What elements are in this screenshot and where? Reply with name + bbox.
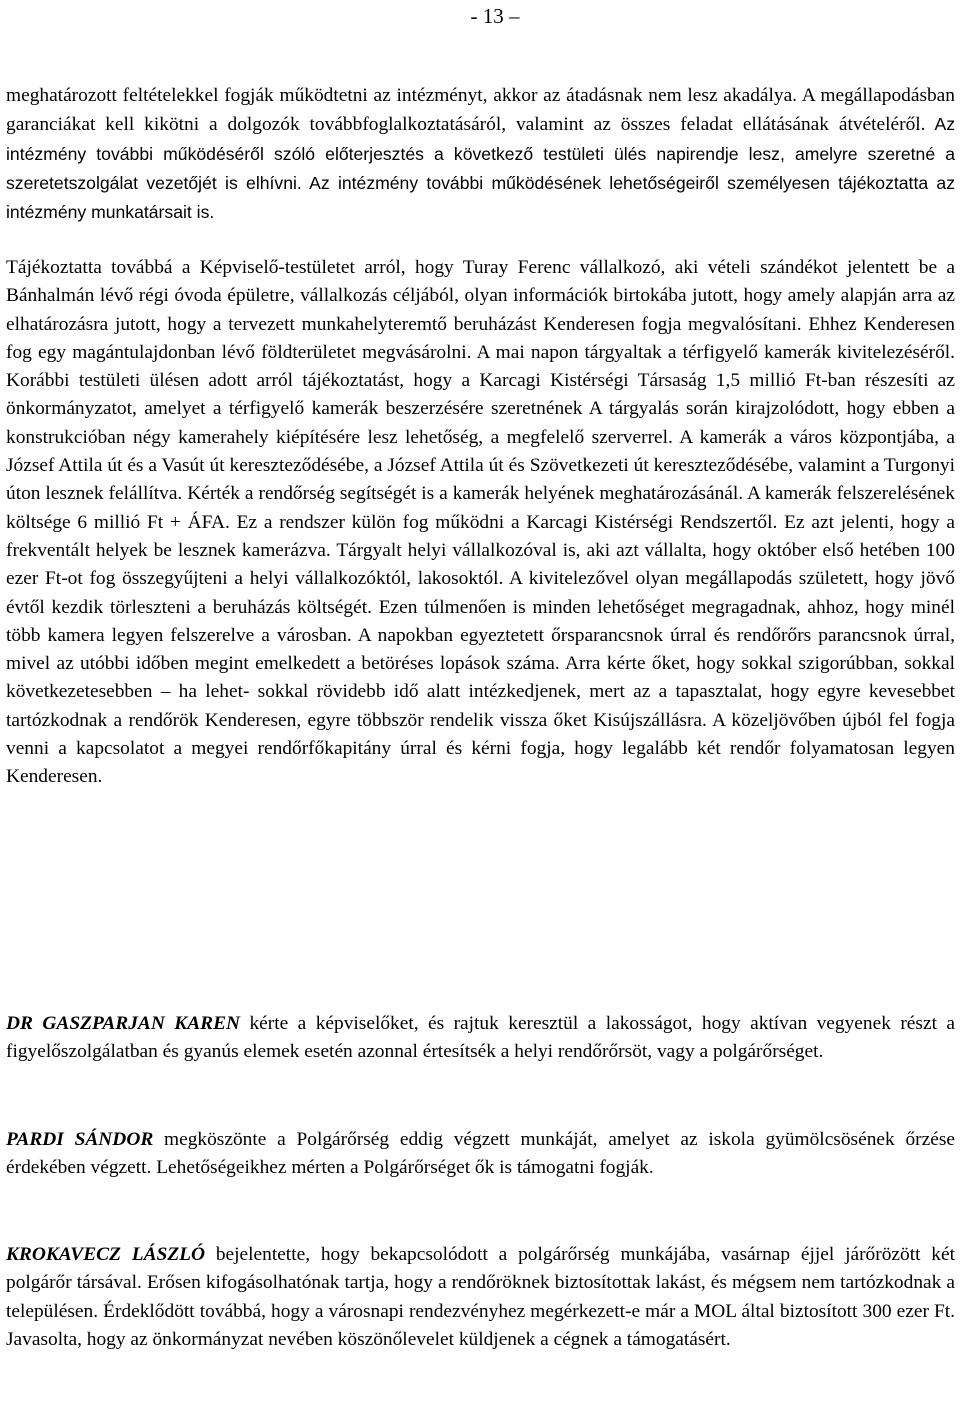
page-number: - 13 – [470, 4, 520, 28]
speaker-name: DR GASZPARJAN KAREN [6, 1013, 241, 1034]
paragraph-text: bejelentette, hogy bekapcsolódott a polgárőrség munkájába, vasárnap éjjel járőrözött két polgárőr társával. Erősen kifogásolhatónak tartja, hogy a rendőröknek biztosítottak lakást, és mégsem nem tartózkodnak a településen. Érdeklődött továbbá, hogy a városnapi rendezvényhez megérkezett-e már a MOL által biztosított 300 ezer Ft. Javasolta, hogy az önkormányzat nevében köszönőlevelet küldjenek a cégnek a támogatásért. [6, 1244, 955, 1350]
paragraph-intro [6, 82, 955, 227]
speaker-name: KROKAVECZ LÁSZLÓ [6, 1244, 206, 1265]
paragraph-intro-serif: meghatározott feltételekkel fogják működtetni az intézményt, akkor az átadásnak nem lesz akadálya. A megállapodásban garanciákat kell kikötni a dolgozók továbbfoglalkoztatásáról, valamint az összes feladat ellátásának átvételéről. [6, 85, 955, 136]
paragraph-krokavecz [6, 1241, 955, 1354]
paragraph-report: Tájékoztatta továbbá a Képviselő-testületet arról, hogy Turay Ferenc vállalkozó, aki vételi szándékot jelentett be a Bánhalmán lévő régi óvoda épületre, vállalkozás céljából, olyan információk birtokába jutott, hogy amely alapján arra az elhatározásra jutott, hogy a tervezett munkahelyteremtő beruházást Kenderesen fogja megvalósítani. Ehhez Kenderesen fog egy magántulajdonban lévő földterületet megvásárolni. A mai napon tárgyaltak a térfigyelő kamerák kivitelezéséről. Korábbi testületi ülésen adott arról tájékoztatást, hogy a Karcagi Kistérségi Társaság 1,5 millió Ft-ban részesíti az önkormányzatot, amelyet a térfigyelő kamerák beszerzésére szeretnének A tárgyalás során kirajzolódott, hogy ebben a konstrukcióban négy kamerahely kiépítésére lesz lehetőség, a megfelelő szerverrel. A kamerák a város központjába, a József Attila út és a Vasút út kereszteződésébe, a József Attila út és Szövetkezeti út kereszteződésébe, valamint a Turgonyi úton lesznek felállítva. Kérték a rendőrség segítségét is a kamerák helyének meghatározásánál. A kamerák felszerelésének költsége 6 millió Ft + ÁFA. Ez a rendszer külön fog működni a Karcagi Kistérségi Rendszertől. Ez azt jelenti, hogy a frekventált helyek be lesznek kamerázva. Tárgyalt helyi vállalkozóval is, aki azt vállalta, hogy október első hetében 100 ezer Ft-ot fog összegyűjteni a helyi vállalkozóktól, lakosoktól. A kivitelezővel olyan megállapodás született, hogy jövő évtől kezdik törleszteni a beruházás költségét. Ezen túlmenően is minden lehetőséget megragadnak, ahhoz, hogy minél több kamera legyen felszerelve a városban. A napokban egyeztetett őrsparancsnok úrral és rendőrőrs parancsnok úrral, mivel az utóbbi időben megint emelkedett a betöréses lopások száma. Arra kérte őket, hogy sokkal szigorúbban, sokkal következetesebben – ha lehet- sokkal rövidebb idő alatt intézkedjenek, mert az a tapasztalat, hogy egyre kevesebbet tartózkodnak a rendőrök Kenderesen, egyre többször rendelik vissza őket Kisújszállásra. A közeljövőben újból fel fogja venni a kapcsolatot a megyei rendőrfőkapitány úrral és kérni fogja, hogy legalább két rendőr folyamatosan legyen Kenderesen. [6, 257, 955, 788]
paragraph-text: kérte a képviselőket, és rajtuk keresztül a lakosságot, hogy aktívan vegyenek részt a figyelőszolgálatban és gyanús elemek esetén azonnal értesítsék a helyi rendőrőrsöt, vagy a polgárőrséget. [6, 1013, 955, 1063]
paragraph-intro-sans: Az intézmény további működéséről szóló előterjesztés a következő testületi ülés napirendje lesz, amelyre szeretné a szeretetszolgálat vezetőjét is elhívni. Az intézmény további működésének lehetőségeiről személyesen tájékoztatta az intézmény munkatársait is. [6, 114, 955, 223]
paragraph-gaszparjan [6, 1010, 955, 1067]
speaker-name: PARDI SÁNDOR [6, 1129, 154, 1150]
paragraph-pardi [6, 1126, 955, 1183]
paragraph-text: megköszönte a Polgárőrség eddig végzett munkáját, amelyet az iskola gyümölcsösének őrzése érdekében végzett. Lehetőségeikhez mérten a Polgárőrséget ők is támogatni fogják. [6, 1129, 955, 1179]
